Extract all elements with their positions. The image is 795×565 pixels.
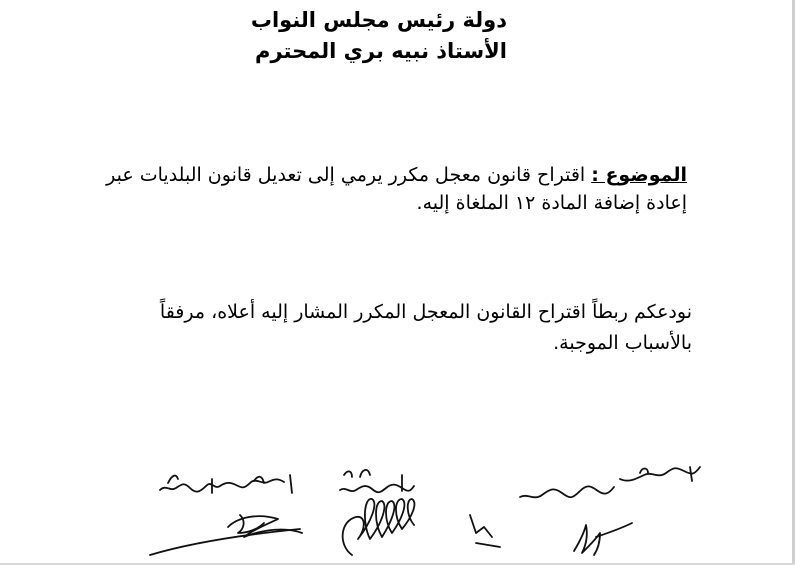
subject-label: الموضوع : xyxy=(591,164,687,186)
subject-line-1 xyxy=(87,161,687,189)
body-line-2: بالأسباب الموجبة. xyxy=(553,332,692,354)
signatures-area xyxy=(0,455,795,565)
body-paragraph xyxy=(72,297,692,359)
recipient-line-1: دولة رئيس مجلس النواب xyxy=(250,8,507,32)
subject-text-2: إعادة إضافة المادة ١٢ الملغاة إليه. xyxy=(416,192,687,214)
signature-sehnaoui xyxy=(520,467,700,555)
body-line-1: نودعكم ربطاً اقتراح القانون المعجل المكرر المشار إليه أعلاه، مرفقاً xyxy=(159,301,692,323)
signature-ibrahim xyxy=(150,475,302,555)
recipient-line-2: الأستاذ نبيه بري المحترم xyxy=(255,39,507,63)
subject-text-1: اقتراح قانون معجل مكرر يرمي إلى تعديل قانون البلديات عبر xyxy=(106,164,586,186)
subject-block xyxy=(87,161,687,217)
signature-abi-khalil xyxy=(340,470,500,555)
